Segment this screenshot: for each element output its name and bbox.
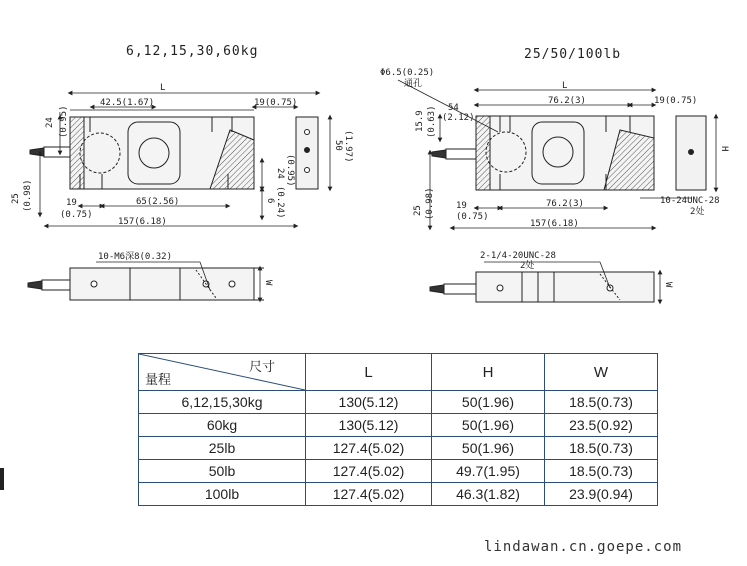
- row-range: 50lb: [139, 460, 306, 483]
- right-bottom-view: [430, 262, 660, 302]
- row-range: 100lb: [139, 483, 306, 506]
- dim-024: (0.24): [275, 186, 285, 219]
- dim-095a: (0.95): [59, 105, 69, 138]
- table-row: [139, 460, 658, 483]
- dim-098-right: (0.98): [425, 187, 435, 220]
- dim-unc28b: 2处: [690, 207, 705, 217]
- dim-19b: 19: [66, 198, 77, 208]
- row-H: 50(1.96): [432, 391, 545, 414]
- row-H: 50(1.96): [432, 414, 545, 437]
- dim-19a-right: 19(0.75): [654, 96, 698, 106]
- left-side-view: [296, 117, 330, 189]
- row-L: 127.4(5.02): [306, 483, 432, 506]
- dim-unc20: 2-1/4-20UNC-28: [480, 251, 556, 261]
- table-row: [139, 414, 658, 437]
- dim-095b: (0.95): [285, 154, 295, 187]
- row-L: 127.4(5.02): [306, 460, 432, 483]
- left-bottom-view: [28, 262, 264, 300]
- dim-m6: 10-M6深8(0.32): [98, 252, 173, 262]
- row-range: 60kg: [139, 414, 306, 437]
- dim-197: (1.97): [343, 130, 353, 163]
- dim-157: 157(6.18): [118, 217, 167, 227]
- dim-212: (2.12): [442, 113, 475, 123]
- dim-hole: Φ6.5(0.25): [380, 68, 435, 78]
- dim-157-right: 157(6.18): [530, 219, 579, 229]
- header-L: L: [306, 354, 432, 391]
- table-row: [139, 437, 658, 460]
- dim-762a: 76.2(3): [548, 96, 586, 106]
- dim-25: 25: [11, 193, 21, 204]
- dim-H: H: [719, 146, 729, 152]
- dim-075-right: (0.75): [456, 212, 489, 222]
- dim-L: L: [160, 83, 166, 93]
- row-range: 6,12,15,30kg: [139, 391, 306, 414]
- corner-bottom-label: 量程: [145, 372, 172, 387]
- left-drawing-title: 6,12,15,30,60kg: [126, 44, 259, 59]
- footer-url: lindawan.cn.goepe.com: [484, 539, 683, 555]
- dim-762b: 76.2(3): [546, 199, 584, 209]
- dim-42: 42.5(1.67): [100, 98, 155, 108]
- row-H: 50(1.96): [432, 437, 545, 460]
- dim-24a: 24: [45, 117, 55, 128]
- left-edge-mark: [0, 468, 4, 490]
- dim-W-left: W: [263, 280, 273, 286]
- dim-075: (0.75): [60, 210, 93, 220]
- row-W: 23.5(0.92): [545, 414, 658, 437]
- dim-W-right: W: [663, 282, 673, 288]
- dim-unc28: 10-24UNC-28: [660, 196, 720, 206]
- dim-50: 50: [333, 140, 343, 151]
- table-header-row: [139, 354, 658, 391]
- table-corner-cell: [139, 354, 306, 391]
- dim-098: (0.98): [23, 179, 33, 212]
- dim-6: 6: [265, 198, 275, 204]
- dim-25-right: 25: [413, 205, 423, 216]
- dim-159: 15.9: [415, 110, 425, 132]
- row-W: 18.5(0.73): [545, 391, 658, 414]
- corner-top-label: 尺寸: [248, 359, 275, 374]
- row-L: 130(5.12): [306, 414, 432, 437]
- row-H: 49.7(1.95): [432, 460, 545, 483]
- dim-hole2: 通孔: [404, 79, 423, 89]
- dim-19a: 19(0.75): [254, 98, 298, 108]
- dim-L-right: L: [562, 81, 568, 91]
- dim-24b: 24: [275, 168, 285, 179]
- dim-54: 54: [448, 103, 459, 113]
- header-W: W: [545, 354, 658, 391]
- table-row: [139, 483, 658, 506]
- dim-19b-right: 19: [456, 201, 467, 211]
- row-range: 25lb: [139, 437, 306, 460]
- right-side-view: [676, 116, 716, 190]
- dim-unc20b: 2处: [520, 261, 535, 271]
- row-W: 18.5(0.73): [545, 437, 658, 460]
- row-H: 46.3(1.82): [432, 483, 545, 506]
- row-L: 130(5.12): [306, 391, 432, 414]
- dim-65: 65(2.56): [136, 197, 180, 207]
- row-L: 127.4(5.02): [306, 437, 432, 460]
- header-H: H: [432, 354, 545, 391]
- row-W: 18.5(0.73): [545, 460, 658, 483]
- right-drawing-title: 25/50/100lb: [524, 47, 622, 62]
- row-W: 23.9(0.94): [545, 483, 658, 506]
- right-front-view: [432, 116, 654, 190]
- dim-063: (0.63): [427, 105, 437, 138]
- spec-table: [138, 353, 658, 506]
- table-row: [139, 391, 658, 414]
